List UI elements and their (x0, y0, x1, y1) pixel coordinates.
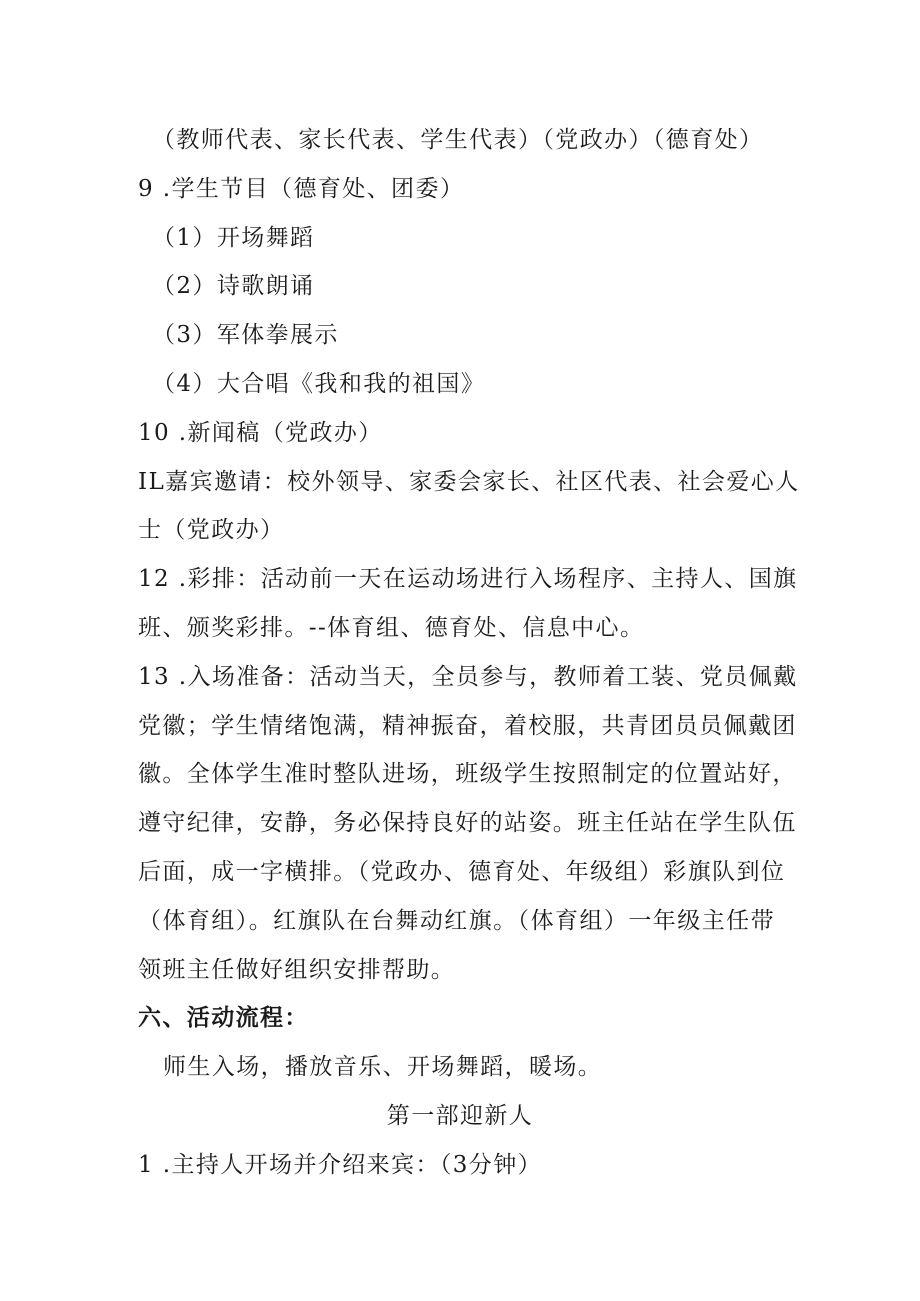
item13-text: 遵守纪律，安静，务必保持良好的站姿。班主任站在学生队伍 (138, 810, 797, 837)
program-item (0, 262, 920, 311)
item13-text: 13 .入场准备：活动当天，全员参与，教师着工装、党员佩戴 (138, 663, 798, 690)
item13-line (0, 799, 920, 848)
item10 (0, 409, 920, 458)
program-item-text: （4）大合唱《我和我的祖国》 (152, 370, 486, 397)
item10-text: 10 .新闻稿（党政办） (138, 419, 383, 446)
item13-text: 党徽；学生情绪饱满，精神振奋，着校服，共青团员员佩戴团 (138, 712, 797, 739)
section-heading-text: 六、活动流程： (138, 1004, 309, 1032)
item13-text: 后面，成一字横排。（党政办、德育处、年级组）彩旗队到位 (138, 858, 786, 885)
item13-text: （体育组）。红旗队在台舞动红旗。（体育组）一年级主任带 (138, 907, 775, 934)
item13-text: 徽。全体学生准时整队进场，班级学生按照制定的位置站好， (138, 761, 797, 788)
program-item-text: （3）军体拳展示 (152, 322, 339, 349)
program-item (0, 311, 920, 360)
item13-line (0, 848, 920, 897)
item11-line (0, 506, 920, 555)
item13-line (0, 653, 920, 702)
item12-line (0, 555, 920, 604)
item12-line (0, 604, 920, 653)
document-page (0, 116, 920, 1190)
item13-line (0, 750, 920, 799)
item11-line (0, 458, 920, 507)
program-item-text: （2）诗歌朗诵 (152, 273, 315, 300)
item11-text: 士（党政办） (138, 517, 285, 544)
item12-text: 12 .彩排：活动前一天在运动场进行入场程序、主持人、国旗 (138, 566, 798, 593)
item13-line (0, 897, 920, 946)
section-heading (0, 994, 920, 1043)
part-title-text: 第一部迎新人 (386, 1102, 534, 1129)
item11-text: IL嘉宾邀请：校外领导、家委会家长、社区代表、社会爱心人 (138, 468, 800, 495)
item9-title-text: 9 .学生节目（德育处、团委） (138, 175, 465, 202)
section-intro (0, 1043, 920, 1092)
step-item (0, 1141, 920, 1190)
item12-text: 班、颁奖彩排。--体育组、德育处、信息中心。 (138, 614, 645, 641)
part-title (0, 1092, 920, 1141)
item9-title (0, 165, 920, 214)
item8-continuation (0, 116, 920, 165)
item13-line (0, 702, 920, 751)
item8-continuation-text: （教师代表、家长代表、学生代表）（党政办）（德育处） (152, 127, 764, 153)
item13-text: 领班主任做好组织安排帮助。 (138, 956, 456, 983)
item13-line (0, 946, 920, 995)
program-item (0, 360, 920, 409)
program-item-text: （1）开场舞蹈 (152, 224, 315, 251)
program-item (0, 214, 920, 263)
step-item-text: 1 .主持人开场并介绍来宾：（3分钟） (138, 1151, 542, 1178)
section-intro-text: 师生入场，播放音乐、开场舞蹈，暖场。 (163, 1054, 603, 1081)
